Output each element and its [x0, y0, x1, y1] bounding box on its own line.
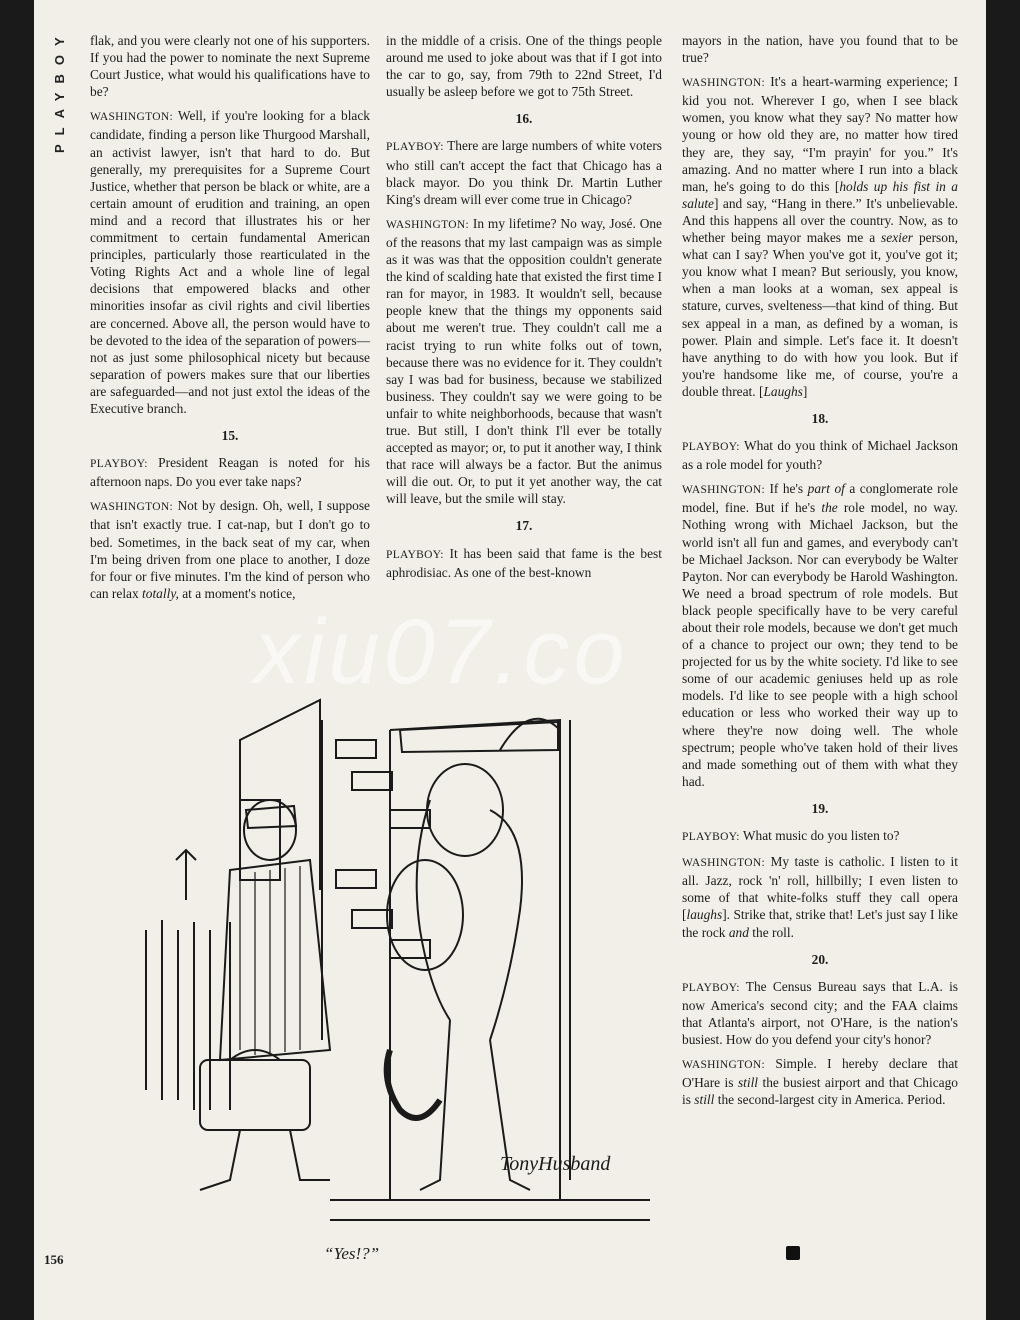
question-number: 18. — [811, 410, 829, 426]
paragraph: in the middle of a crisis. One of the things people around me used to joke about was that if I got into the car to go, say, from 79th to 22nd Street, I'd usually be asleep before we got to 75th Street. — [386, 33, 662, 100]
answer: WASHINGTON: In my lifetime? No way, José. One of the reasons that my last campaign was as simple as it was was that the opposition couldn't generate the kind of scalding hate that existed the first time I ran for mayor, in 1983. It wouldn't sell, because people knew that the things my opponents said about me weren't true. They couldn't call me a racist trying to run white folks out of town, because there was no evidence for it. They couldn't say I was bad for business, because we stabilized business. They couldn't say we were going to be unfair to white neighborhoods, because that wasn't true. But still, I don't think I'll ever be totally accepted as mayor; or, to put it another way, I think that race will always be a factor. But the animus will die out. Or, to put it yet another way, the cat will leave, but the smile will stay. — [386, 215, 662, 507]
question-number: 15. — [221, 428, 239, 444]
question-number: 17. — [515, 518, 533, 534]
column-2 — [386, 32, 662, 588]
watermark: xiu07.co — [254, 601, 629, 703]
spine-title: PLAYBOY — [52, 28, 67, 153]
column-1 — [90, 32, 370, 609]
answer: WASHINGTON: If he's part of a conglomerate role model, fine. But if he's the role model, no way. Nothing wrong with Michael Jackson, but the world isn't all fun and games, and everybody can't be Michael Jackson. Nor can everybody be Walter Payton. Nor can everybody be Harold Washington. We need a broad spectrum of role models. But black people specifically have to be very careful about their role models, because we don't get much of a chance to project our own; they tend to be projected for us by the white society. I'd like to see some of our academic geniuses held up as role models. I'd like to see people with a high school education or less who worked their way up to where they're now doing well. The whole spectrum; people who've taken hold of their lives and made something out of them with what they had. — [682, 481, 958, 789]
question: PLAYBOY: The Census Bureau says that L.A. is now America's second city; and the FAA claims that Atlanta's airport, not O'Hare, is the nation's busiest. How do you defend your city's honor? — [682, 978, 958, 1047]
question-number: 16. — [515, 111, 533, 127]
question: PLAYBOY: There are large numbers of white voters who still can't accept the fact that Chicago has a black mayor. Do you think Dr. Martin Luther King's dream will ever come true in Chicago? — [386, 138, 662, 207]
paragraph: WASHINGTON: Well, if you're looking for a black candidate, finding a person like Thurgood Marshall, an activist lawyer, isn't that hard to do. But generally, my prerequisites for a Supreme Court Justice, whether that person be black or white, are a certain amount of erudition and training, an open mind and a record that illustrates his or her commitment to certain fundamental American principles, particularly those rearticulated in the Voting Rights Act and a whole line of legal decisions that empowered blacks and other minorities insofar as civil rights and civil liberties are concerned. Above all, the person would have to be devoted to the idea of the separation of powers—not as just some philosophical nicety but because separation of powers makes sure that our liberties are safeguarded—and not just extol the ideas of the Executive branch. — [90, 108, 370, 416]
cartoon-caption: “Yes!?” — [324, 1244, 380, 1263]
question-number: 20. — [811, 951, 829, 967]
question: PLAYBOY: What music do you listen to? — [682, 828, 900, 844]
column-3 — [682, 32, 958, 1115]
question-number: 19. — [811, 800, 829, 816]
answer: WASHINGTON: Not by design. Oh, well, I suppose that isn't exactly true. I cat-nap, but I don't go to bed. Sometimes, in the back seat of my car, when I'm being driven from one place to another, I doze for four or five minutes. I'm the kind of person who can relax totally, at a moment's notice, — [90, 498, 370, 601]
magazine-page — [34, 0, 986, 1320]
answer: WASHINGTON: My taste is catholic. I listen to it all. Jazz, rock 'n' roll, hillbilly; I even listen to some of that white-folks stuff they call opera [laughs]. Strike that, strike that! Let's just say I like the rock and the roll. — [682, 854, 958, 940]
rabbit-end-mark-icon — [786, 1246, 800, 1260]
cartoon-illustration — [90, 660, 650, 1240]
question: PLAYBOY: What do you think of Michael Jackson as a role model for youth? — [682, 438, 958, 473]
page-number: 156 — [44, 1252, 64, 1267]
paragraph: flak, and you were clearly not one of his supporters. If you had the power to nominate the next Supreme Court Justice, what would his qualifications have to be? — [90, 33, 370, 100]
question: PLAYBOY: President Reagan is noted for his afternoon naps. Do you ever take naps? — [90, 455, 370, 490]
cartoonist-signature: TonyHusband — [500, 1153, 611, 1175]
paragraph: mayors in the nation, have you found that to be true? — [682, 33, 958, 66]
answer: WASHINGTON: Simple. I hereby declare that O'Hare is still the busiest airport and that Chicago is still the second-largest city in America. Period. — [682, 1056, 959, 1108]
answer: WASHINGTON: It's a heart-warming experience; I kid you not. Wherever I go, when I see black women, you know what they say? No matter how young or how old they are, no matter how tired they are, they say, “I'm prayin' for you.” It's amazing. And no matter where I run into a black man, he's going to do this [holds up his fist in a salute] and say, “Hang in there.” It's unbelievable. And this happens all over the country. Now, as to whether being mayor makes me a sexier person, what can I say? When you've got it, you've got it; you know what I mean? But seriously, you know, when a man looks at a woman, sex appeal is stature, curves, svelteness—that kind of thing. But sex appeal in a man, as defined by a woman, is power. Plain and simple. Let's face it. It doesn't have anything to do with how you look. But if you're handsome like me, of course, you're a double threat. [Laughs] — [682, 74, 958, 399]
question: PLAYBOY: It has been said that fame is the best aphrodisiac. As one of the best-known — [386, 545, 662, 580]
